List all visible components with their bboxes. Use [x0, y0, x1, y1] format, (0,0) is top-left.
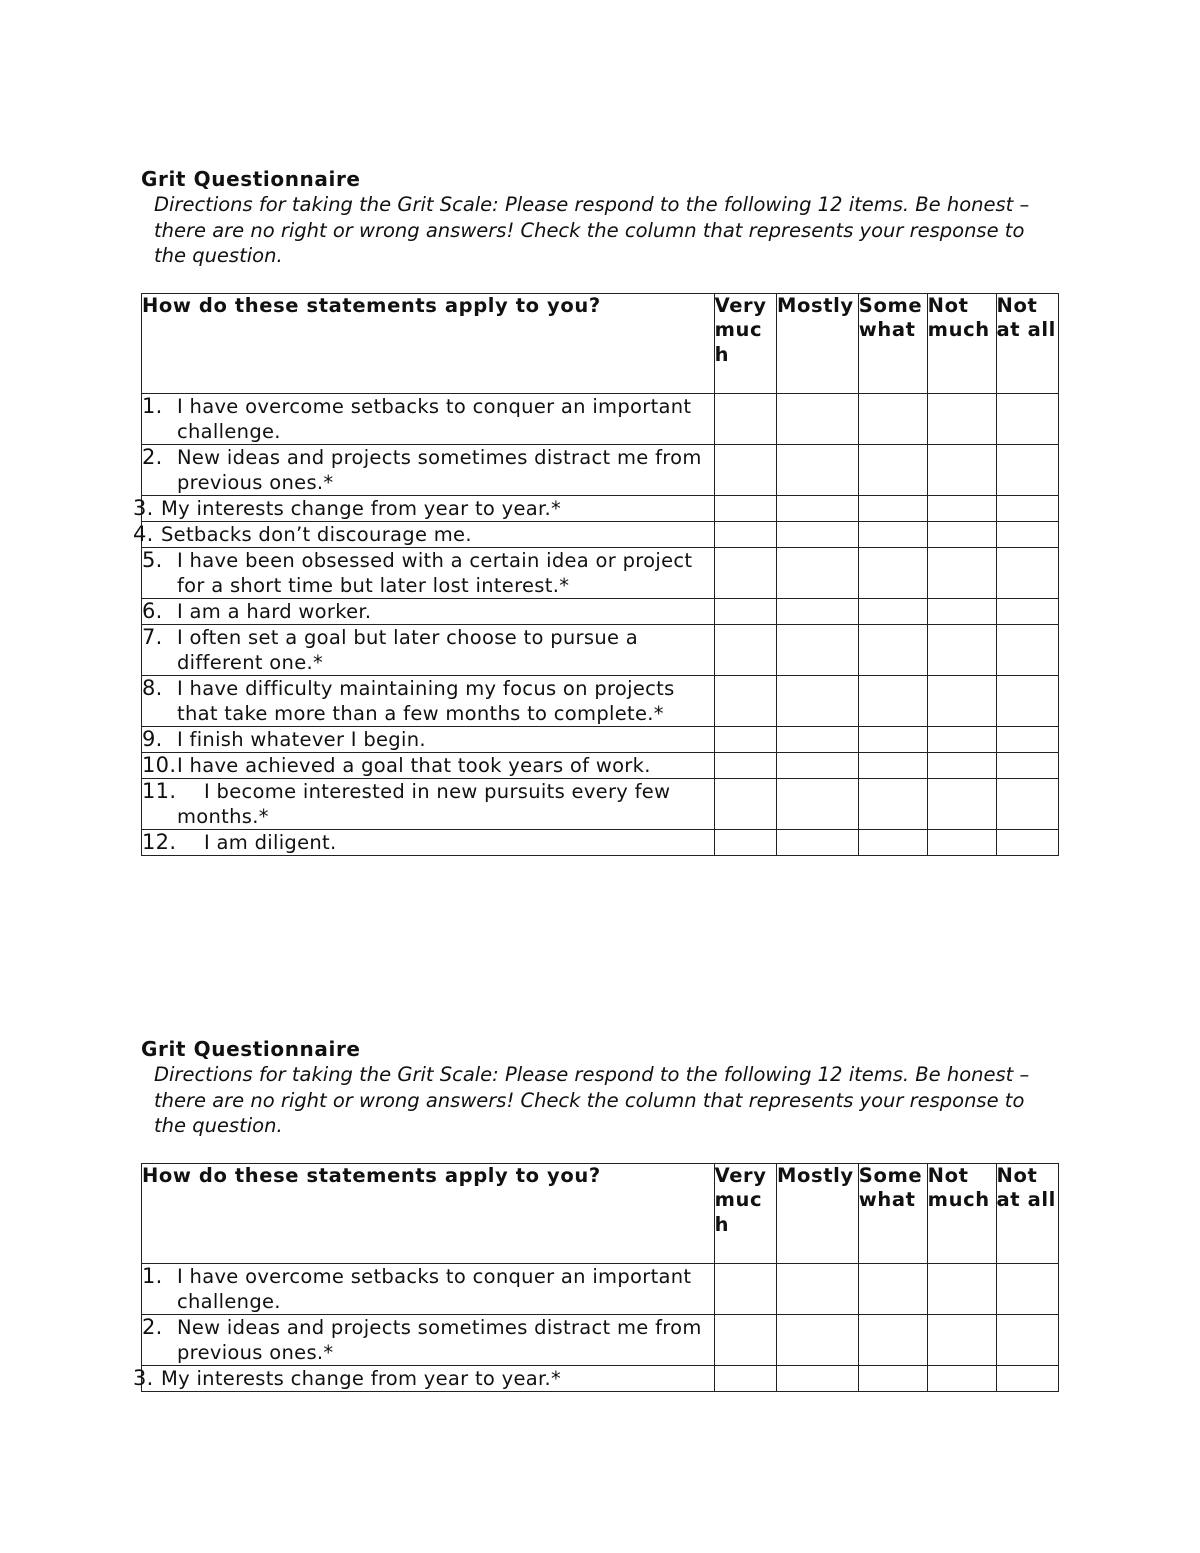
statement-cell	[142, 393, 715, 444]
response-cell-not-at-all[interactable]	[996, 1263, 1058, 1314]
response-cell-very-much[interactable]	[714, 1314, 776, 1365]
statement-cell	[142, 547, 715, 598]
statement-item	[142, 599, 714, 624]
response-cell-very-much[interactable]	[714, 393, 776, 444]
statement-item	[142, 445, 714, 495]
response-cell-somewhat[interactable]	[858, 547, 927, 598]
column-header-mostly: Mostly	[777, 293, 859, 393]
grit-questionnaire-1	[133, 166, 1059, 856]
statement-cell	[133, 521, 715, 547]
statement-item	[133, 496, 714, 521]
response-cell-very-much[interactable]	[714, 726, 776, 752]
response-cell-not-at-all[interactable]	[996, 547, 1058, 598]
response-cell-mostly[interactable]	[777, 444, 859, 495]
response-cell-mostly[interactable]	[777, 495, 859, 521]
table-row	[142, 1263, 1059, 1314]
column-header-somewhat: Somewhat	[858, 293, 927, 393]
response-cell-not-much[interactable]	[927, 393, 996, 444]
item-text: I have overcome setbacks to conquer an important challenge.	[177, 394, 692, 443]
response-cell-somewhat[interactable]	[858, 675, 927, 726]
response-cell-very-much[interactable]	[714, 598, 776, 624]
response-cell-not-at-all[interactable]	[996, 778, 1058, 829]
statement-cell	[133, 495, 715, 521]
response-cell-somewhat[interactable]	[858, 752, 927, 778]
item-number: 2.	[142, 1314, 163, 1339]
response-cell-not-at-all[interactable]	[996, 1365, 1058, 1391]
table-row	[142, 444, 1059, 495]
response-cell-somewhat[interactable]	[858, 778, 927, 829]
item-text: I often set a goal but later choose to pursue a different one.*	[177, 625, 639, 674]
questionnaire-directions: Directions for taking the Grit Scale: Please respond to the following 12 items. Be honest – there are no right or wrong answers! Check the column that represents your response to the question.	[154, 1063, 1030, 1137]
item-number: 7.	[142, 624, 163, 649]
statement-cell	[133, 1365, 715, 1391]
grit-scale-table	[133, 1163, 1059, 1392]
table-row	[142, 675, 1059, 726]
table-row	[142, 393, 1059, 444]
statement-cell	[142, 1314, 715, 1365]
item-number: 10.	[142, 752, 177, 777]
item-text: I finish whatever I begin.	[177, 727, 426, 751]
response-cell-somewhat[interactable]	[858, 624, 927, 675]
response-cell-mostly[interactable]	[777, 598, 859, 624]
response-cell-not-much[interactable]	[927, 726, 996, 752]
statement-item	[142, 394, 714, 444]
column-header-very-much: Very much	[714, 1163, 776, 1263]
response-cell-somewhat[interactable]	[858, 393, 927, 444]
item-text: I have been obsessed with a certain idea or project for a short time but later lost interest.*	[177, 548, 693, 597]
statement-item	[142, 1264, 714, 1314]
response-cell-somewhat[interactable]	[858, 598, 927, 624]
response-cell-somewhat[interactable]	[858, 829, 927, 855]
statement-cell	[142, 829, 715, 855]
questionnaire-title: Grit Questionnaire	[141, 1037, 361, 1061]
statement-cell	[142, 726, 715, 752]
statement-item	[142, 753, 714, 778]
response-cell-very-much[interactable]	[714, 778, 776, 829]
table-body	[133, 393, 1059, 855]
response-cell-mostly[interactable]	[777, 726, 859, 752]
response-cell-not-at-all[interactable]	[996, 829, 1058, 855]
table-row	[142, 624, 1059, 675]
column-header-not-at-all: Not at all	[996, 293, 1058, 393]
item-number: 11.	[142, 778, 177, 803]
response-cell-mostly[interactable]	[777, 1263, 859, 1314]
item-number: 3.	[133, 1365, 154, 1390]
item-text: I am diligent.	[204, 830, 337, 854]
table-row	[142, 495, 1059, 521]
statement-cell	[142, 1263, 715, 1314]
response-cell-not-much[interactable]	[927, 752, 996, 778]
response-cell-mostly[interactable]	[777, 393, 859, 444]
item-text: My interests change from year to year.*	[161, 496, 562, 520]
statement-item	[133, 522, 714, 547]
response-cell-somewhat[interactable]	[858, 521, 927, 547]
response-cell-somewhat[interactable]	[858, 726, 927, 752]
response-cell-not-at-all[interactable]	[996, 521, 1058, 547]
response-cell-not-at-all[interactable]	[996, 598, 1058, 624]
questionnaire-directions: Directions for taking the Grit Scale: Please respond to the following 12 items. Be honest – there are no right or wrong answers! Check the column that represents your response to the question.	[154, 193, 1030, 267]
item-text: I have overcome setbacks to conquer an important challenge.	[177, 1264, 692, 1313]
response-cell-mostly[interactable]	[777, 521, 859, 547]
response-cell-not-at-all[interactable]	[996, 1314, 1058, 1365]
response-cell-not-at-all[interactable]	[996, 752, 1058, 778]
response-cell-very-much[interactable]	[714, 1365, 776, 1391]
table-row	[142, 521, 1059, 547]
statement-item	[142, 727, 714, 752]
table-row	[142, 752, 1059, 778]
response-cell-not-much[interactable]	[927, 598, 996, 624]
table-header-row	[142, 293, 1059, 393]
statement-item	[142, 779, 714, 829]
item-text: I become interested in new pursuits every few months.*	[177, 779, 671, 828]
table-row	[142, 726, 1059, 752]
item-text: Setbacks don’t discourage me.	[161, 522, 472, 546]
response-cell-not-at-all[interactable]	[996, 726, 1058, 752]
response-cell-somewhat[interactable]	[858, 444, 927, 495]
column-header-not-much: Not much	[927, 293, 996, 393]
table-row	[142, 1365, 1059, 1391]
column-header-mostly: Mostly	[777, 1163, 859, 1263]
statement-item	[142, 625, 714, 675]
response-cell-somewhat[interactable]	[858, 1314, 927, 1365]
response-cell-very-much[interactable]	[714, 444, 776, 495]
response-cell-mostly[interactable]	[777, 547, 859, 598]
response-cell-not-much[interactable]	[927, 1314, 996, 1365]
response-cell-not-much[interactable]	[927, 624, 996, 675]
table-row	[142, 598, 1059, 624]
column-header-somewhat: Somewhat	[858, 1163, 927, 1263]
response-cell-very-much[interactable]	[714, 547, 776, 598]
item-number: 6.	[142, 598, 163, 623]
statement-cell	[142, 752, 715, 778]
item-text: New ideas and projects sometimes distract me from previous ones.*	[177, 445, 702, 494]
response-cell-somewhat[interactable]	[858, 1365, 927, 1391]
table-row	[142, 778, 1059, 829]
questionnaire-title: Grit Questionnaire	[141, 167, 361, 191]
response-cell-very-much[interactable]	[714, 1263, 776, 1314]
table-header-row	[142, 1163, 1059, 1263]
item-number: 12.	[142, 829, 177, 854]
response-cell-very-much[interactable]	[714, 752, 776, 778]
statement-cell	[142, 675, 715, 726]
response-cell-not-much[interactable]	[927, 778, 996, 829]
response-cell-not-much[interactable]	[927, 1263, 996, 1314]
response-cell-somewhat[interactable]	[858, 1263, 927, 1314]
table-row	[142, 1314, 1059, 1365]
item-number: 4.	[133, 521, 154, 546]
statement-item	[133, 1366, 714, 1391]
response-cell-not-at-all[interactable]	[996, 624, 1058, 675]
item-number: 5.	[142, 547, 163, 572]
column-header-very-much: Very much	[714, 293, 776, 393]
statement-cell	[142, 444, 715, 495]
item-number: 1.	[142, 393, 163, 418]
response-cell-not-much[interactable]	[927, 521, 996, 547]
item-text: My interests change from year to year.*	[161, 1366, 562, 1390]
response-cell-mostly[interactable]	[777, 752, 859, 778]
response-cell-not-much[interactable]	[927, 495, 996, 521]
response-cell-very-much[interactable]	[714, 675, 776, 726]
statement-cell	[142, 778, 715, 829]
statement-cell	[142, 624, 715, 675]
response-cell-not-much[interactable]	[927, 829, 996, 855]
statement-column-header: How do these statements apply to you?	[142, 1163, 715, 1263]
response-cell-not-much[interactable]	[927, 444, 996, 495]
item-number: 8.	[142, 675, 163, 700]
item-text: New ideas and projects sometimes distract me from previous ones.*	[177, 1315, 702, 1364]
column-header-not-at-all: Not at all	[996, 1163, 1058, 1263]
response-cell-somewhat[interactable]	[858, 495, 927, 521]
column-header-not-much: Not much	[927, 1163, 996, 1263]
grit-scale-table	[133, 293, 1059, 856]
response-cell-very-much[interactable]	[714, 521, 776, 547]
response-cell-not-at-all[interactable]	[996, 444, 1058, 495]
response-cell-not-much[interactable]	[927, 1365, 996, 1391]
statement-cell	[142, 598, 715, 624]
response-cell-not-much[interactable]	[927, 675, 996, 726]
statement-column-header: How do these statements apply to you?	[142, 293, 715, 393]
response-cell-not-at-all[interactable]	[996, 393, 1058, 444]
response-cell-mostly[interactable]	[777, 1365, 859, 1391]
response-cell-very-much[interactable]	[714, 624, 776, 675]
response-cell-mostly[interactable]	[777, 624, 859, 675]
item-text: I have difficulty maintaining my focus on projects that take more than a few months to complete.*	[177, 676, 675, 725]
item-number: 1.	[142, 1263, 163, 1288]
item-number: 9.	[142, 726, 163, 751]
statement-item	[142, 676, 714, 726]
response-cell-not-at-all[interactable]	[996, 675, 1058, 726]
response-cell-mostly[interactable]	[777, 675, 859, 726]
response-cell-mostly[interactable]	[777, 1314, 859, 1365]
response-cell-mostly[interactable]	[777, 778, 859, 829]
table-row	[142, 829, 1059, 855]
item-text: I am a hard worker.	[177, 599, 372, 623]
table-body	[133, 1263, 1059, 1391]
statement-item	[142, 548, 714, 598]
statement-item	[142, 830, 714, 855]
item-text: I have achieved a goal that took years of work.	[177, 753, 651, 777]
statement-item	[142, 1315, 714, 1365]
response-cell-not-at-all[interactable]	[996, 495, 1058, 521]
item-number: 3.	[133, 495, 154, 520]
response-cell-not-much[interactable]	[927, 547, 996, 598]
response-cell-very-much[interactable]	[714, 495, 776, 521]
grit-questionnaire-2	[133, 1036, 1059, 1392]
item-number: 2.	[142, 444, 163, 469]
response-cell-mostly[interactable]	[777, 829, 859, 855]
response-cell-very-much[interactable]	[714, 829, 776, 855]
table-row	[142, 547, 1059, 598]
